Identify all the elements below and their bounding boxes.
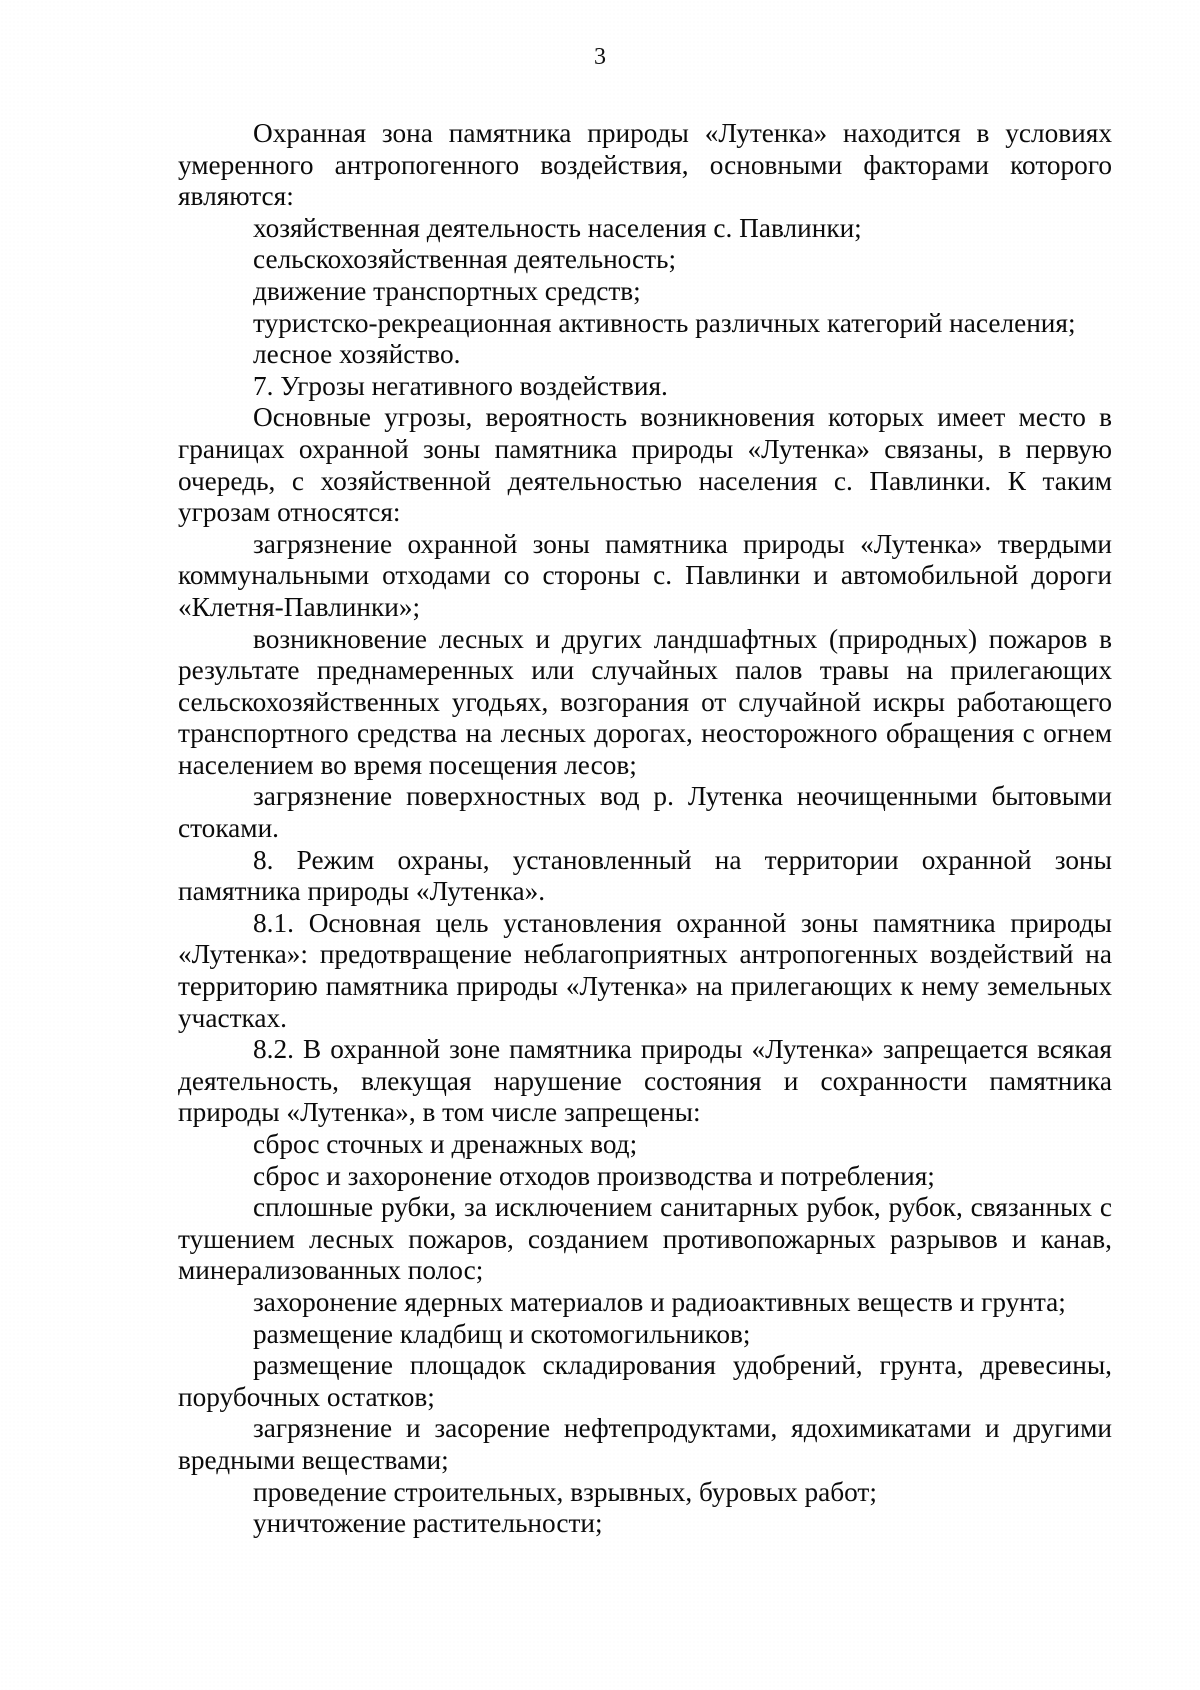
paragraph: 8.1. Основная цель установления охранной зоны памятника природы «Лутенка»: предотвращение неблагоприятных антропогенных воздействий на территорию памятника природы «Лутенка» на прилегающих к нему земельных участках. [178,907,1112,1033]
paragraph: возникновение лесных и других ландшафтных (природных) пожаров в результате преднамеренных или случайных палов травы на прилегающих сельскохозяйственных угодьях, возгорания от случайной искры работающего транспортного средства на лесных дорогах, неосторожного обращения с огнем населением во время посещения лесов; [178,623,1112,780]
list-item: захоронение ядерных материалов и радиоактивных веществ и грунта; [253,1286,1066,1317]
list-item: туристско-рекреационная активность различных категорий населения; [253,307,1076,338]
list-item: сельскохозяйственная деятельность; [253,244,677,275]
list-item: уничтожение растительности; [253,1508,603,1539]
page-number: 3 [594,44,606,70]
list-item: сброс сточных и дренажных вод; [253,1129,638,1159]
list-item: проведение строительных, взрывных, буровых работ; [253,1476,877,1507]
paragraph: Охранная зона памятника природы «Лутенка» находится в условиях умеренного антропогенного воздействия, основными факторами которого являются: [178,118,1112,212]
paragraph: сплошные рубки, за исключением санитарных рубок, рубок, связанных с тушением лесных пожаров, созданием противопожарных разрывов и канав, минерализованных полос; [178,1192,1112,1286]
section-heading: 7. Угрозы негативного воздействия. [253,370,668,401]
list-item: движение транспортных средств; [253,275,641,306]
paragraph: размещение площадок складирования удобрений, грунта, древесины, порубочных остатков; [178,1350,1112,1412]
paragraph: загрязнение поверхностных вод р. Лутенка неочищенными бытовыми стоками. [178,781,1112,844]
document-body [178,118,1112,1540]
list-item: размещение кладбищ и скотомогильников; [253,1318,751,1349]
list-item: сброс и захоронение отходов производства и потребления; [253,1160,935,1191]
paragraph: загрязнение охранной зоны памятника природы «Лутенка» твердыми коммунальными отходами со стороны с. Павлинки и автомобильной дороги «Клетня-Павлинки»; [178,528,1112,622]
paragraph: загрязнение и засорение нефтепродуктами, ядохимикатами и другими вредными веществами; [178,1413,1112,1475]
section-heading: 8. Режим охраны, установленный на территории охранной зоны памятника природы «Лутенка». [178,844,1112,907]
paragraph: Основные угрозы, вероятность возникновения которых имеет место в границах охранной зоны памятника природы «Лутенка» связаны, в первую очередь, с хозяйственной деятельностью населения с. Павлинки. К таким угрозам относятся: [178,402,1112,528]
paragraph: 8.2. В охранной зоне памятника природы «Лутенка» запрещается всякая деятельность, влекущая нарушение состояния и сохранности памятника природы «Лутенка», в том числе запрещены: [178,1034,1112,1128]
list-item: хозяйственная деятельность населения с. Павлинки; [253,212,862,243]
list-item: лесное хозяйство. [253,339,461,370]
